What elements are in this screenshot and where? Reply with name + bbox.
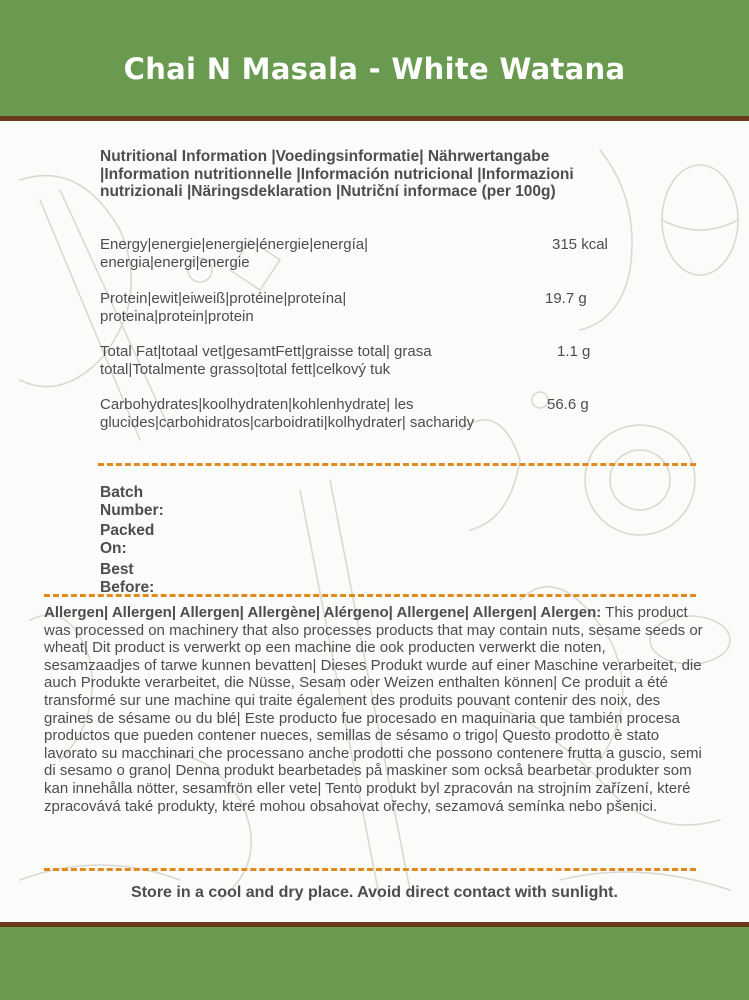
- packed-on-label: Packed On:: [100, 522, 155, 557]
- nutrition-label: Protein|ewit|eiweiß|protéine|proteína| proteina|protein|protein: [100, 290, 347, 325]
- allergen-heading: Allergen| Allergen| Allergen| Allergène| Alérgeno| Allergene| Allergen| Alergen:: [44, 604, 602, 621]
- storage-instructions: Store in a cool and dry place. Avoid direct contact with sunlight.: [131, 884, 618, 901]
- header-bar: [0, 0, 749, 121]
- product-title: Chai N Masala - White Watana: [123, 52, 626, 86]
- divider: [44, 868, 696, 871]
- nutrition-value: 1.1 g: [557, 343, 591, 360]
- nutrition-value: 56.6 g: [547, 396, 589, 413]
- batch-number-label: Batch Number:: [100, 484, 164, 519]
- nutrition-label: Energy|energie|energie|énergie|energía| energia|energi|energie: [100, 236, 369, 271]
- nutrition-label: Carbohydrates|koolhydraten|kohlenhydrate| les glucides|carbohidratos|carboidrati|kolhydrater| sacharidy: [100, 396, 475, 431]
- divider: [44, 594, 696, 597]
- nutrition-title: Nutritional Information |Voedingsinformatie| Nährwertangabe |Information nutritionnelle |Información nutricional |Informazioni nutrizionali |Näringsdeklaration |Nutriční informace (per 100g): [100, 148, 574, 200]
- nutrition-value: 19.7 g: [545, 290, 587, 307]
- nutrition-label: Total Fat|totaal vet|gesamtFett|graisse total| grasa total|Totalmente grasso|total fett|celkový tuk: [100, 343, 432, 378]
- nutrition-value: 315 kcal: [552, 236, 608, 253]
- allergen-statement: [44, 604, 704, 815]
- best-before-label: Best Before:: [100, 561, 155, 596]
- footer-bar: [0, 922, 749, 1000]
- divider: [98, 463, 696, 466]
- allergen-text: This product was processed on machinery that also processes products that may contain nuts, sesame seeds or wheat| Dit product is verwerkt op een machine die ook producten verwerkt die noten, sesamzaadjes of tarwe kunnen bevatten| Dieses Produkt wurde auf einer Maschine verarbeitet, die auch Produkte verarbeitet, die Nüsse, Sesam oder Weizen enthalten können| Ce produit a été transformé sur une machine qui traite également des produits pouvant contenir des noix, des graines de sésame ou du blé| Este producto fue procesado en maquinaria que también procesa productos que pueden contener nueces, semillas de sésamo o trigo| Questo prodotto è stato lavorato su macchinari che processano anche prodotti che possono contenere frutta a guscio, semi di sesamo o grano| Denna produkt bearbetades på maskiner som också bearbetar produkter som kan innehålla nötter, sesamfrön eller vete| Tento produkt byl zpracován na strojním zařízení, které zpracovává také produkty, které mohou obsahovat ořechy, sezamová semínka nebo pšenici.: [44, 604, 703, 815]
